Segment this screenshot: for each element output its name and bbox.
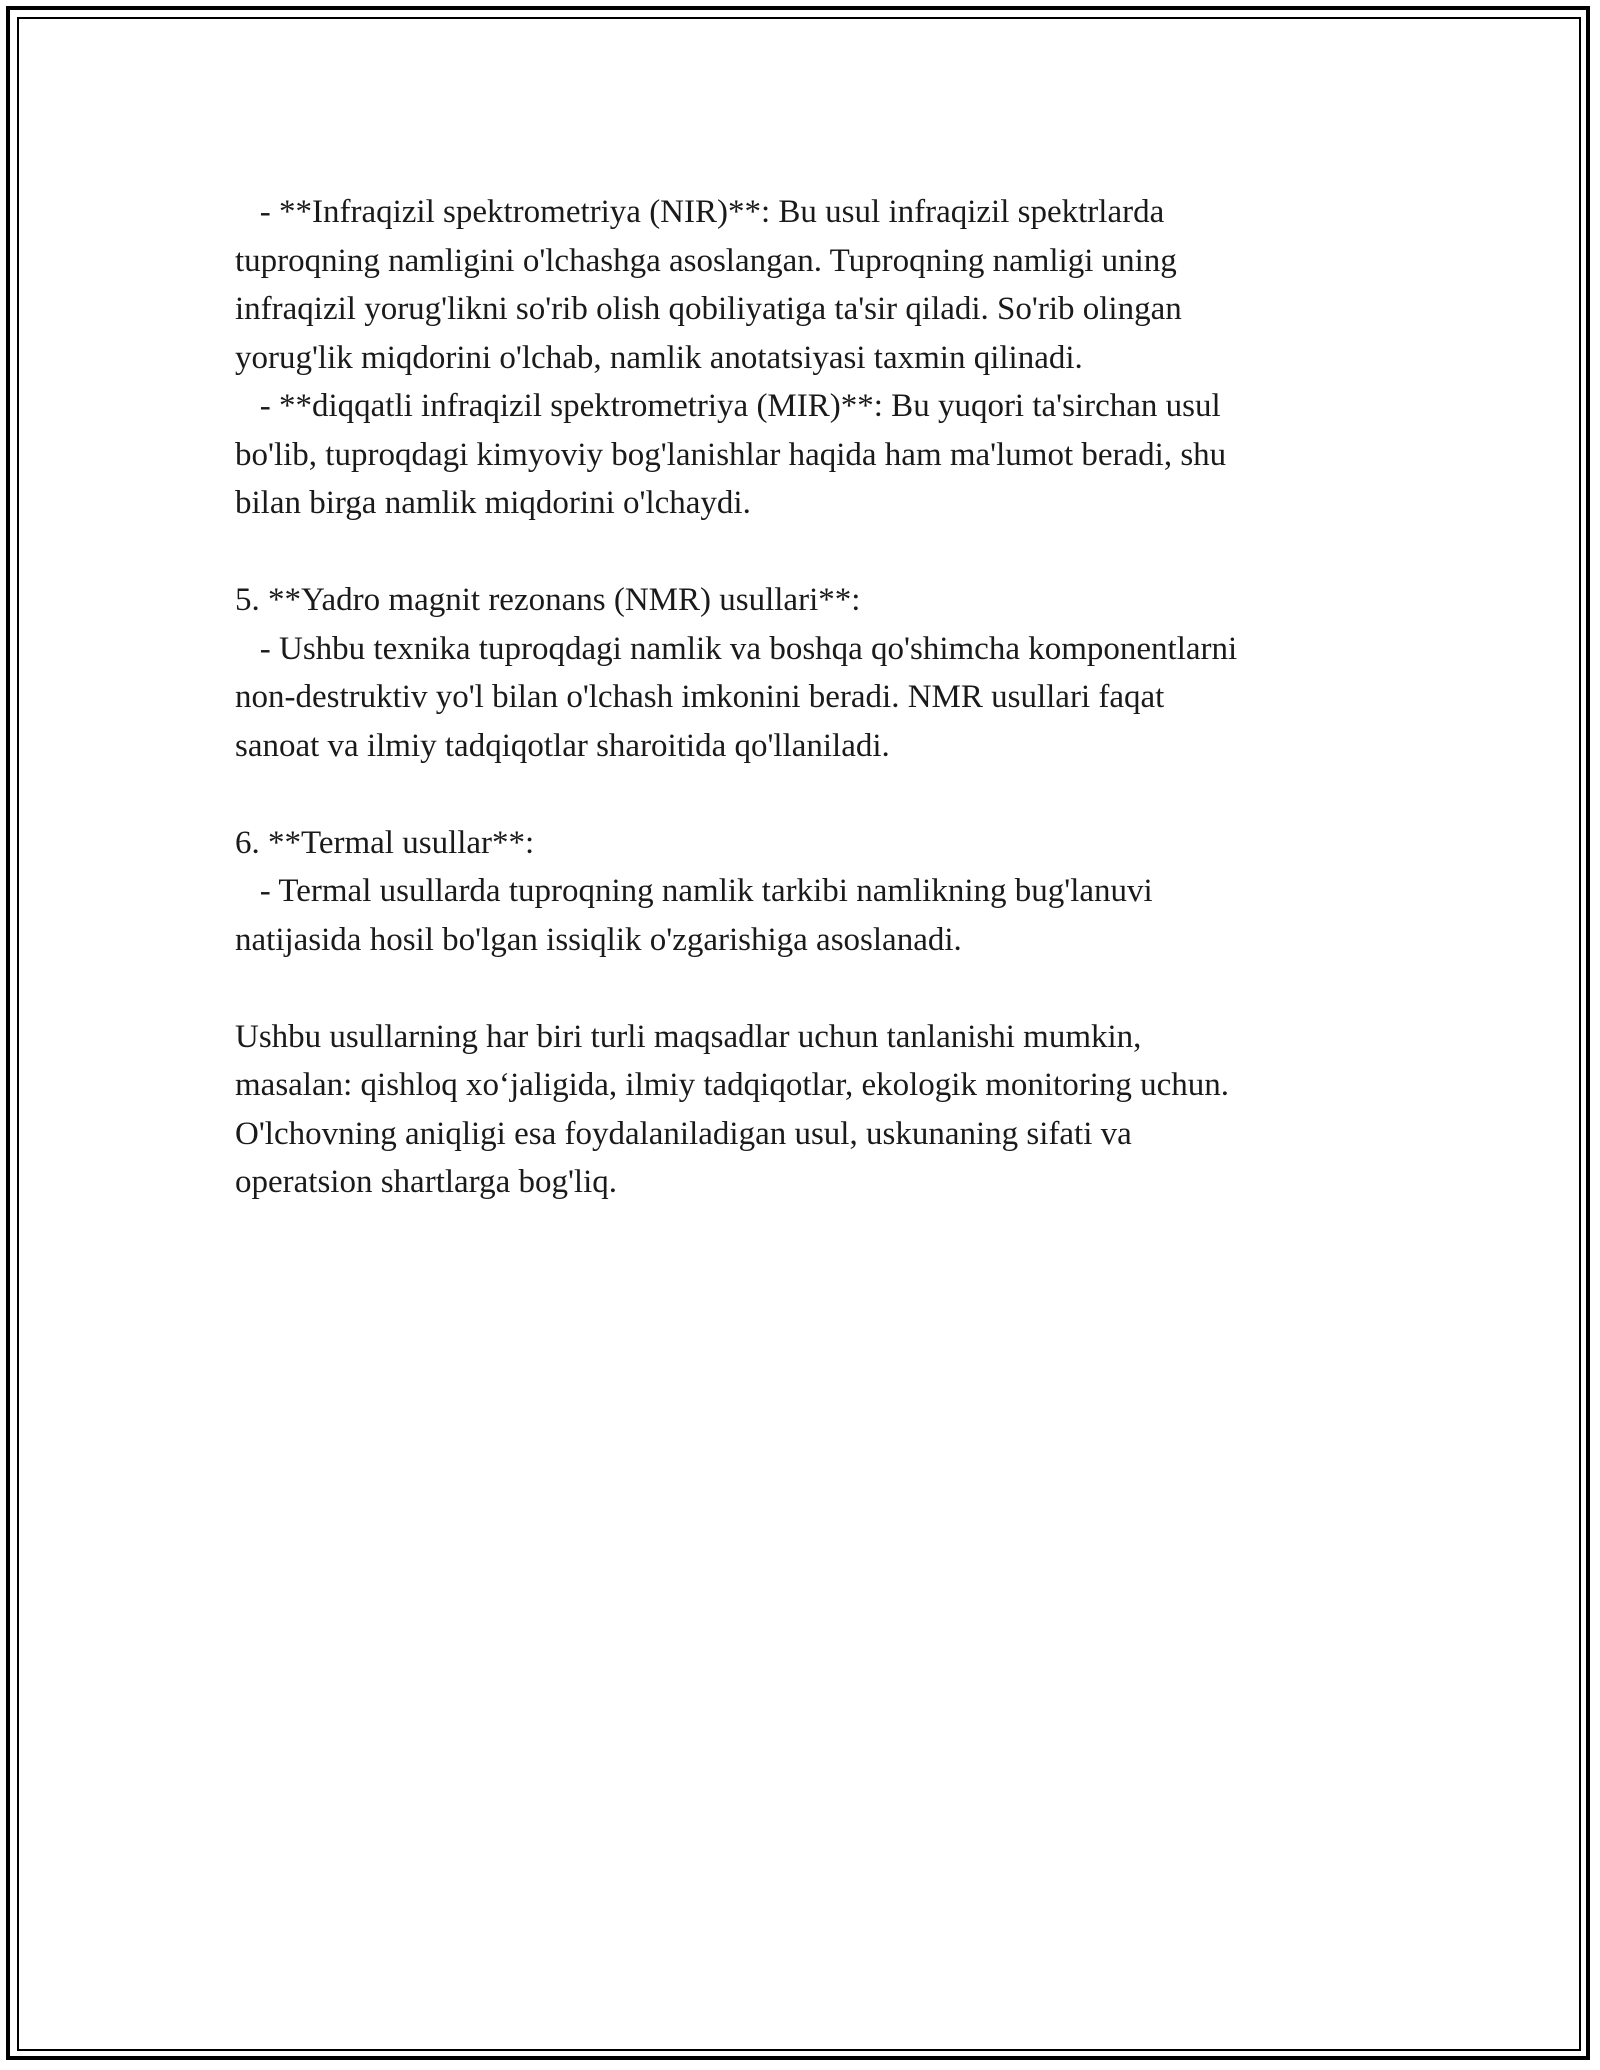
text-line: tuproqning namligini o'lchashga asoslangan. Tuproqning namligi uning	[235, 242, 1177, 279]
text-line: natijasida hosil bo'lgan issiqlik o'zgarishiga asoslanadi.	[235, 921, 962, 958]
blank-line	[235, 964, 1375, 1013]
text-line: - **diqqatli infraqizil spektrometriya (MIR)**: Bu yuqori ta'sirchan usul	[235, 388, 1221, 424]
text-line: - Termal usullarda tuproqning namlik tarkibi namlikning bug'lanuvi	[235, 873, 1153, 909]
text-line: operatsion shartlarga bog'liq.	[235, 1164, 617, 1200]
text-line: sanoat va ilmiy tadqiqotlar sharoitida qo'llaniladi.	[235, 727, 890, 764]
text-line: infraqizil yorug'likni so'rib olish qobiliyatiga ta'sir qiladi. So'rib olingan	[235, 291, 1182, 327]
text-line: yorug'lik miqdorini o'lchab, namlik anotatsiyasi taxmin qilinadi.	[235, 339, 1083, 376]
text-line: bilan birga namlik miqdorini o'lchaydi.	[235, 485, 751, 521]
text-line: - Ushbu texnika tuproqdagi namlik va boshqa qo'shimcha komponentlarni	[235, 630, 1238, 667]
text-line: non-destruktiv yo'l bilan o'lchash imkonini beradi. NMR usullari faqat	[235, 679, 1165, 715]
section-heading: 5. **Yadro magnit rezonans (NMR) usullari**:	[235, 582, 861, 618]
section-heading: 6. **Termal usullar**:	[235, 824, 535, 861]
blank-line	[235, 528, 1375, 577]
text-line: Ushbu usullarning har biri turli maqsadlar uchun tanlanishi mumkin,	[235, 1018, 1142, 1055]
text-line: - **Infraqizil spektrometriya (NIR)**: Bu usul infraqizil spektrlarda	[235, 194, 1165, 230]
document-body	[235, 188, 1375, 1207]
text-line: masalan: qishloq xo‘jaligida, ilmiy tadqiqotlar, ekologik monitoring uchun.	[235, 1067, 1230, 1103]
blank-line	[235, 770, 1375, 819]
text-line: O'lchovning aniqligi esa foydalaniladigan usul, uskunaning sifati va	[235, 1115, 1132, 1152]
text-line: bo'lib, tuproqdagi kimyoviy bog'lanishlar haqida ham ma'lumot beradi, shu	[235, 436, 1227, 473]
